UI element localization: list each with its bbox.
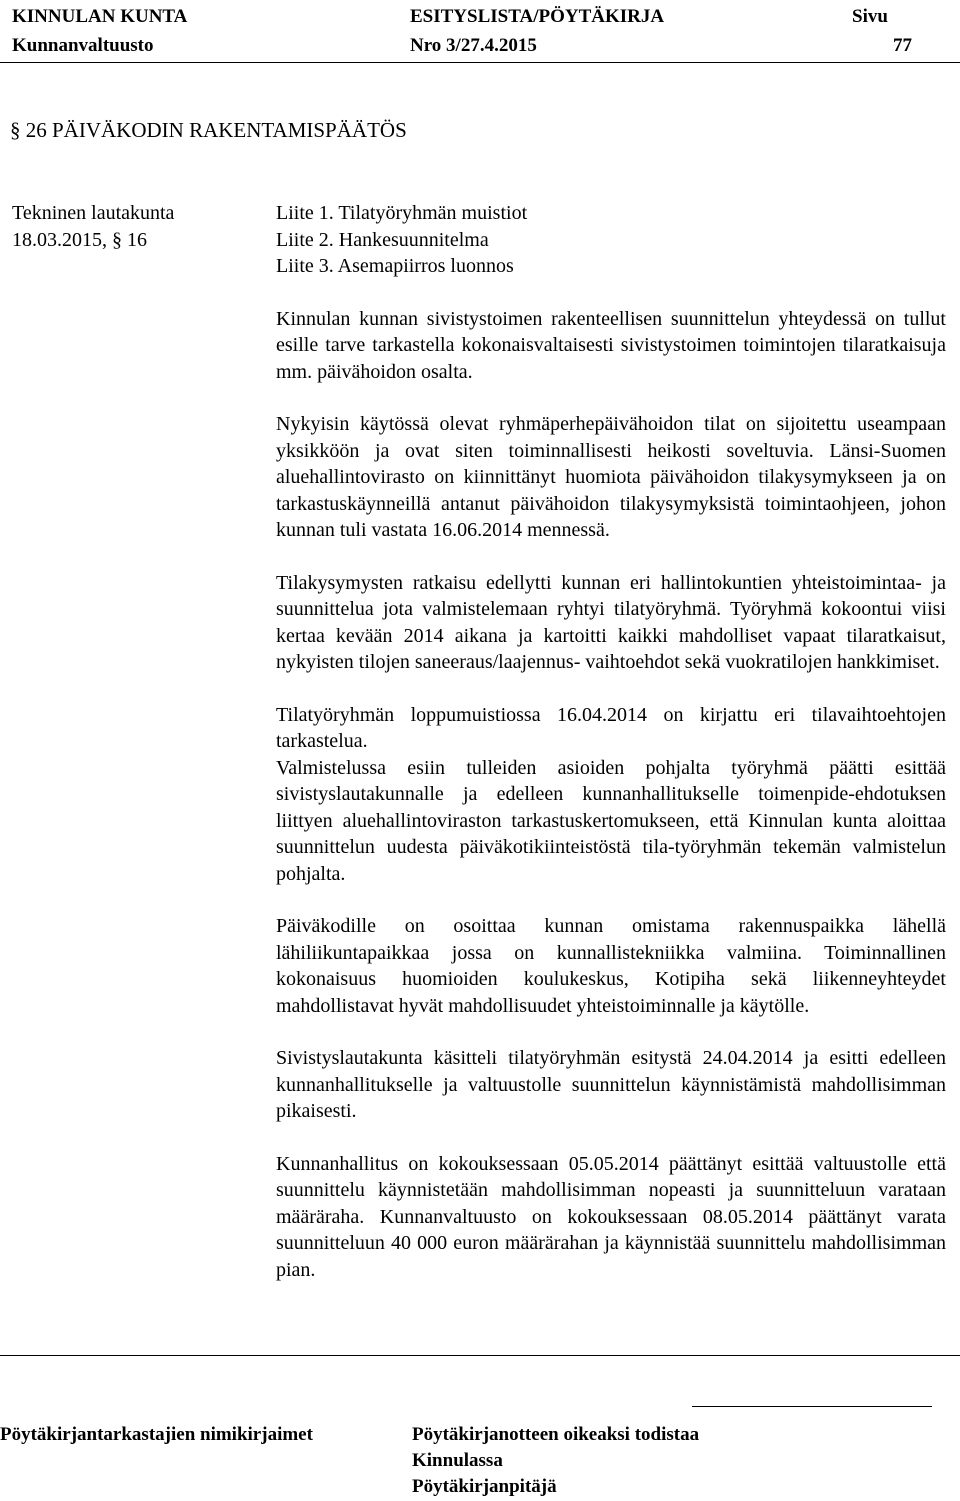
section-title: § 26 PÄIVÄKODIN RAKENTAMISPÄÄTÖS [10,118,407,142]
paragraph: Valmistelussa esiin tulleiden asioiden pohjalta työryhmä päätti esittää sivistyslautakunnalle ja edelleen kunnanhallitukselle toimenpide-ehdotuksen liittyen aluehallintoviraston tarkastuskertomukseen, että Kinnulan kunta aloittaa suunnittelun uudesta päiväkotikiinteistöstä tila-työryhmän tekemän valmistelun pohjalta. [276,756,946,885]
signature-line [692,1406,932,1407]
footer-reviewers-initials: Pöytäkirjantarkastajien nimikirjaimet [0,1424,313,1445]
paragraph: Sivistyslautakunta käsitteli tilatyöryhmän esitystä 24.04.2014 ja esitti edelleen kunnanhallitukselle ja valtuustolle suunnittelun käynnistämistä mahdollisimman pikaisesti. [276,1047,946,1122]
paragraph: Kunnanhallitus on kokouksessaan 05.05.2014 päättänyt esittää valtuustolle että suunnittelu käynnistetään mahdollisimman nopeasti ja suunnitteluun varataan määräraha. Kunnanvaltuusto on kokouksessaan 08.05.2014 päättänyt varata suunnitteluun 40 000 euron määrärahan ja käynnistää suunnittelu mahdollisimman pian. [276,1152,946,1281]
paragraph: Päiväkodille on osoittaa kunnan omistama rakennuspaikka lähellä lähiliikuntapaikkaa jossa on kunnallistekniikka valmiina. Toiminnallinen kokonaisuus huomioiden koulukeskus, Kotipiha sekä liikenneyhteydet mahdollistavat hyvät mahdollisuudet yhteistoiminnalle ja käytölle. [276,915,946,1017]
footer-place: Kinnulassa [412,1450,503,1471]
footer-divider [0,1355,960,1356]
body-name: Kunnanvaltuusto [12,35,154,56]
attachment-list [276,200,946,280]
meeting-number: Nro 3/27.4.2015 [410,35,537,56]
main-content [276,200,946,1283]
footer-certification: Pöytäkirjanotteen oikeaksi todistaa [412,1424,700,1445]
page-label: Sivu [852,6,888,27]
preparer-reference [12,200,174,254]
attachment-item: Liite 1. Tilatyöryhmän muistiot [276,202,528,224]
paragraph: Kinnulan kunnan sivistystoimen rakenteellisen suunnittelun yhteydessä on tullut esille tarve tarkastella kokonaisvaltaisesti sivistystoimen toimintojen tilaratkaisuja mm. päivähoidon osalta. [276,307,946,383]
header-divider [0,62,960,63]
document-type: ESITYSLISTA/PÖYTÄKIRJA [410,6,665,27]
preparer-date-section: 18.03.2015, § 16 [12,229,147,251]
paragraph: Tilatyöryhmän loppumuistiossa 16.04.2014 on kirjattu eri tilavaihtoehtojen tarkastelua. [276,703,946,752]
footer-secretary: Pöytäkirjanpitäjä [412,1476,557,1497]
paragraph: Tilakysymysten ratkaisu edellytti kunnan eri hallintokuntien yhteistoimintaa- ja suunnittelua jota valmistelemaan ryhtyi tilatyöryhmä. Työryhmä kokoontui viisi kertaa kevään 2014 aikana ja kartoitti kaikki mahdolliset vapaat tilaratkaisut, nykyisten tilojen saneeraus/laajennus- vaihtoehdot sekä vuokratilojen hankkimiset. [276,571,946,673]
attachment-item: Liite 3. Asemapiirros luonnos [276,255,514,277]
page-number: 77 [893,35,912,56]
paragraph: Nykyisin käytössä olevat ryhmäperhepäivähoidon tilat on sijoitettu useampaan yksikköön ja ovat siten toiminnallisesti heikosti soveltuvia. Länsi-Suomen aluehallintovirasto on kiinnittänyt huomiota päivähoidon tilakysymykseen ja on tarkastuskäynneillä antanut päivähoidon tilakysymyksistä toimintaohjeen, johon kunnan tuli vastata 16.06.2014 mennessä. [276,413,946,541]
attachment-item: Liite 2. Hankesuunnitelma [276,228,489,251]
municipality-name: KINNULAN KUNTA [12,6,188,27]
preparer-board: Tekninen lautakunta [12,202,175,224]
